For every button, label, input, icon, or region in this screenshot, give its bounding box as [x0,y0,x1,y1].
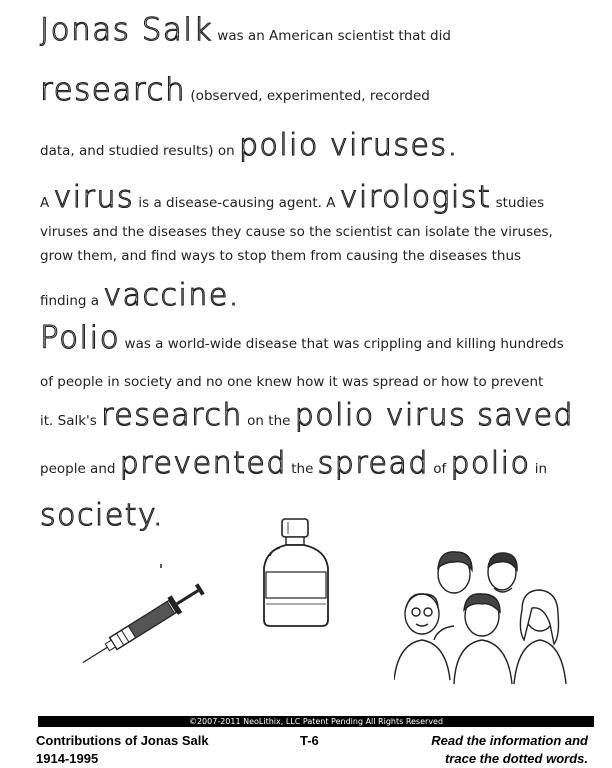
passage-text: A [40,195,54,211]
passage-line-3 [40,128,459,163]
passage-text: is a disease-causing agent. A [134,195,340,211]
trace-word: spread [317,446,429,481]
instruction-line-2: trace the dotted words. [444,751,588,766]
passage-text: grow them, and find ways to stop them from causing the diseases thus [40,248,522,264]
passage-line-9 [40,374,543,390]
passage-text: finding a [40,293,104,309]
trace-word: society. [40,498,165,533]
passage-text: data, and studied results) on [40,143,239,159]
passage-text: the [286,461,318,477]
passage-line-6 [40,248,521,264]
passage-text: viruses and the diseases they cause so the scientist can isolate the viruses, [40,224,553,240]
passage-text: it. Salk's [40,413,102,429]
worksheet-title: Contributions of Jonas Salk [36,733,209,748]
page-number: T-6 [300,733,319,748]
passage-text: was an American scientist that did [213,28,451,44]
trace-word: polio virus saved [294,398,575,433]
passage-text: in [530,461,548,477]
syringe-illustration [68,560,218,670]
vaccine-bottle-illustration [252,516,342,631]
trace-word: vaccine. [103,278,240,313]
passage-text: was a world-wide disease that was crippling and killing hundreds [120,336,564,352]
passage-text: of people in society and no one knew how it was spread or how to prevent [40,374,544,390]
passage-line-2 [40,72,430,108]
passage-line-4 [40,180,544,215]
passage-text: people and [40,461,120,477]
passage-text: studies [491,195,545,211]
trace-word: virus [53,180,135,215]
passage-line-7 [40,278,240,313]
passage-line-10 [40,398,574,433]
passage-text: of [428,461,451,477]
passage-line-8 [40,320,564,356]
trace-word: Polio [40,320,121,356]
passage-line-1 [40,12,451,48]
trace-word: research [101,398,243,433]
passage-text: (observed, experimented, recorded [186,88,430,104]
instruction-line-1: Read the information and [431,733,588,748]
trace-word: virologist [339,180,492,215]
copyright-bar: ©2007-2011 NeoLithix, LLC Patent Pending All Rights Reserved [38,716,594,727]
trace-word: polio [450,446,531,481]
passage-line-5 [40,224,553,240]
trace-word: Jonas Salk [40,12,213,48]
passage-text: on the [242,413,295,429]
people-group-illustration [394,540,574,685]
trace-word: prevented [119,446,287,481]
passage-line-12 [40,498,164,533]
worksheet-years: 1914-1995 [36,751,99,766]
trace-word: research [40,72,187,108]
passage-line-11 [40,446,547,481]
trace-word: polio viruses. [238,128,459,163]
